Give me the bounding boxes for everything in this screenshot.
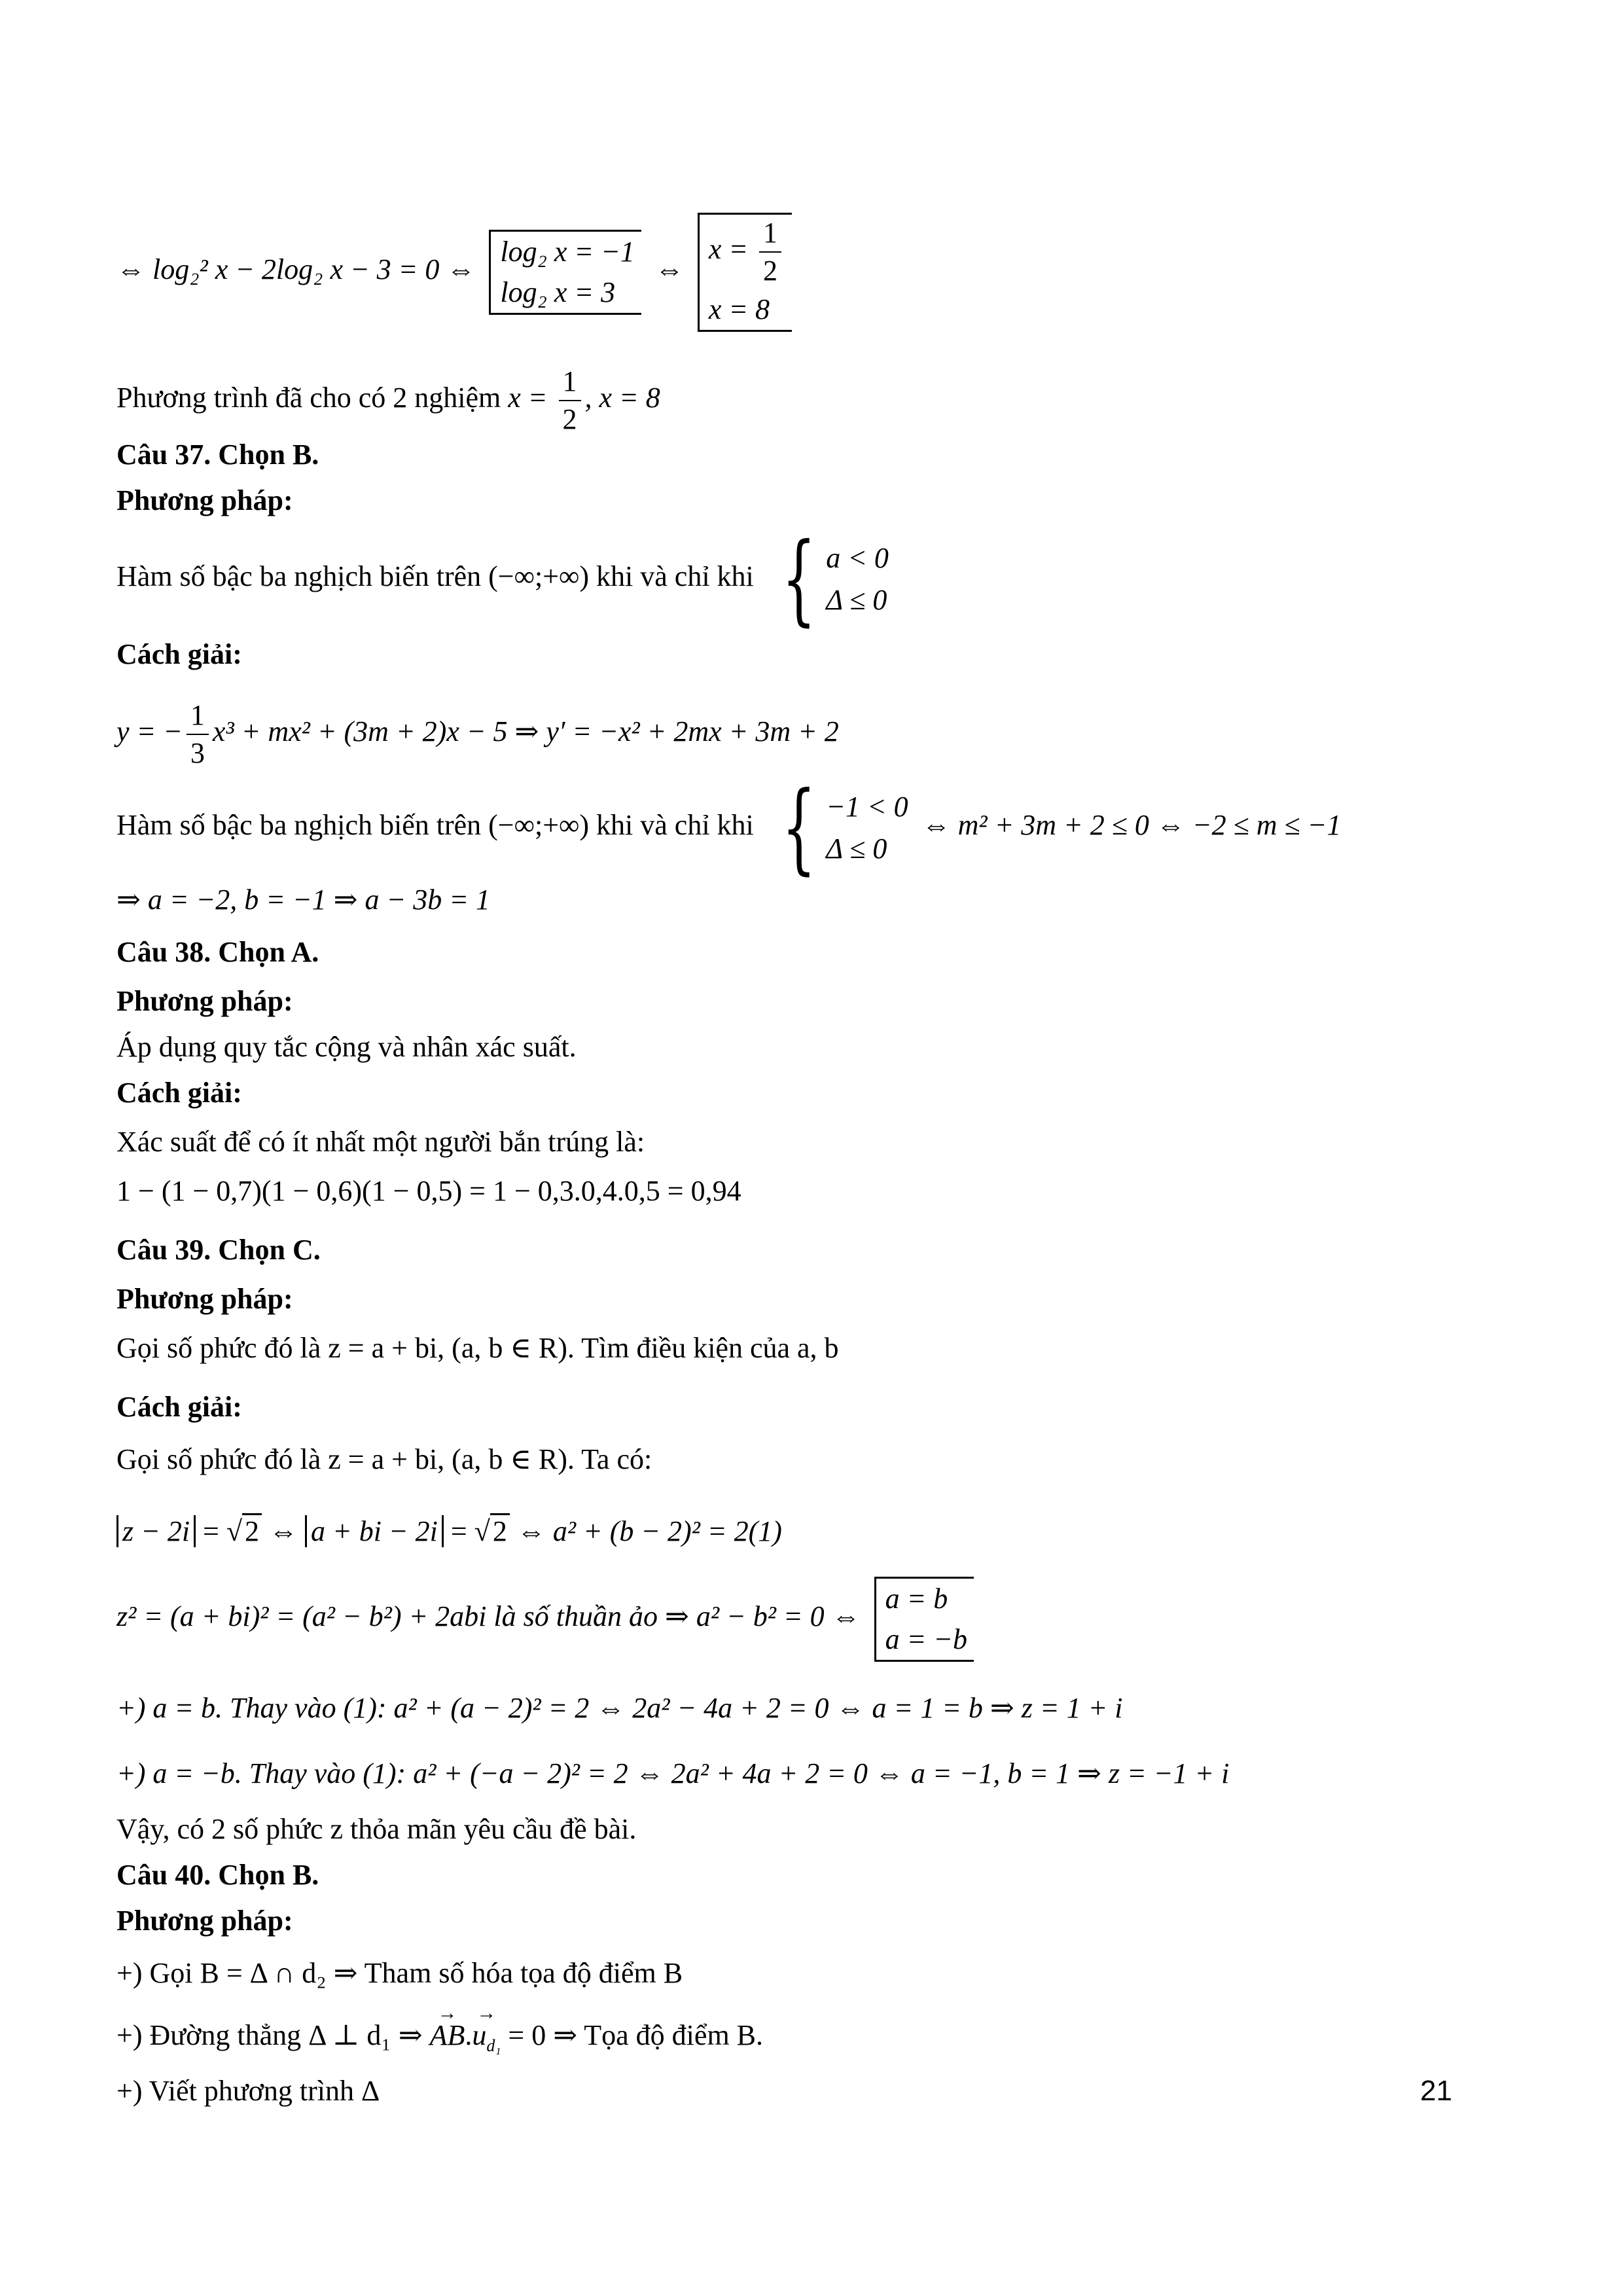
q37-method-label: Phương pháp: bbox=[116, 484, 293, 516]
q39-method-label: Phương pháp: bbox=[116, 1283, 293, 1315]
q39-heading: Câu 39. Chọn C. bbox=[116, 1234, 321, 1266]
q39-method-text: Gọi số phức đó là z = a + bi, (a, b ∈ R). Tìm điều kiện của a, b bbox=[116, 1332, 839, 1364]
eq-log-cases bbox=[489, 230, 641, 315]
frac-num: 1 bbox=[759, 215, 781, 253]
eq-log-x: x = bbox=[708, 233, 749, 266]
page-number: 21 bbox=[1420, 2075, 1452, 2107]
q37-solution-label: Cách giải: bbox=[116, 638, 242, 670]
frac-den: 3 bbox=[190, 737, 205, 769]
solutions-line bbox=[116, 363, 660, 438]
q37-frac bbox=[187, 697, 209, 772]
q40-heading: Câu 40. Chọn B. bbox=[116, 1859, 319, 1891]
curly-brace-icon: { bbox=[781, 771, 816, 885]
vector-ab: → AB bbox=[430, 2016, 465, 2055]
eq-log-case2: log₂ x = 3 bbox=[500, 276, 616, 308]
q40-step2-text: +) Đường thẳng Δ ⊥ d₁ ⇒ bbox=[116, 2019, 423, 2051]
frac-den: 2 bbox=[763, 255, 778, 287]
q39-case-c2: a = −b bbox=[885, 1623, 967, 1655]
q39-sqrt-arg: 2 bbox=[242, 1513, 262, 1547]
eq-log-lhs: ⇔ log₂² x − 2log₂ x − 3 = 0 ⇔ bbox=[116, 253, 476, 286]
solutions-text: Phương trình đã cho có 2 nghiệm bbox=[116, 382, 501, 414]
q37-condition-system bbox=[768, 522, 889, 636]
frac-num: 1 bbox=[187, 697, 209, 735]
vector-u-sub: d₁ bbox=[486, 2036, 501, 2055]
q40-step3: +) Viết phương trình Δ bbox=[116, 2075, 380, 2107]
q37-method-line bbox=[116, 522, 895, 636]
q37-heading: Câu 37. Chọn B. bbox=[116, 439, 319, 471]
q37-cond2: Δ ≤ 0 bbox=[826, 584, 887, 616]
q37-cond3: −1 < 0 bbox=[826, 791, 908, 823]
q38-solution-text: Xác suất để có ít nhất một người bắn trúng là: bbox=[116, 1126, 645, 1158]
q37-y-start: y = − bbox=[116, 715, 183, 748]
q39-square-line bbox=[116, 1571, 980, 1662]
eq-log-frac bbox=[759, 215, 781, 289]
q37-method-text: Hàm số bậc ba nghịch biến trên (−∞;+∞) khi và chỉ khi bbox=[116, 560, 754, 593]
q39-case-b: +) a = −b. Thay vào (1): a² + (−a − 2)² = 2 ⇔ 2a² + 4a + 2 = 0 ⇔ a = −1, b = 1 ⇒ z = −1 + i bbox=[116, 1757, 1230, 1789]
q39-solution-label: Cách giải: bbox=[116, 1391, 242, 1423]
curly-brace-icon: { bbox=[781, 522, 816, 636]
q37-result: ⇒ a = −2, b = −1 ⇒ a − 3b = 1 bbox=[116, 884, 490, 916]
q37-condition-text: Hàm số bậc ba nghịch biến trên (−∞;+∞) khi và chỉ khi bbox=[116, 809, 754, 842]
q38-equation: 1 − (1 − 0,7)(1 − 0,6)(1 − 0,5) = 1 − 0,3.0,4.0,5 = 0,94 bbox=[116, 1175, 741, 1207]
q39-sqrt-arg-2: 2 bbox=[490, 1513, 510, 1547]
q37-condition-system-2 bbox=[768, 771, 908, 885]
q38-method-label: Phương pháp: bbox=[116, 985, 293, 1017]
q37-cond1: a < 0 bbox=[826, 542, 889, 574]
q39-eq1-rest: ⇔ a² + (b − 2)² = 2(1) bbox=[516, 1515, 782, 1547]
q37-y-rest: x³ + mx² + (3m + 2)x − 5 ⇒ y′ = −x² + 2mx + 3m + 2 bbox=[212, 715, 839, 748]
q39-sqrt-sign-2: = √ bbox=[450, 1515, 490, 1547]
q39-case-c1: a = b bbox=[885, 1582, 948, 1615]
eq-log-mid: ⇔ bbox=[654, 253, 684, 286]
q37-function-line bbox=[116, 697, 839, 772]
eq-log bbox=[116, 213, 798, 332]
q39-solution-text: Gọi số phức đó là z = a + bi, (a, b ∈ R). Ta có: bbox=[116, 1443, 652, 1475]
q39-conclusion: Vậy, có 2 số phức z thỏa mãn yêu cầu đề bài. bbox=[116, 1813, 637, 1845]
frac-den: 2 bbox=[562, 403, 577, 435]
solutions-x: x = bbox=[508, 382, 548, 414]
eq-log-root1 bbox=[709, 215, 785, 289]
q38-solution-label: Cách giải: bbox=[116, 1077, 242, 1109]
vector-u-letter: u bbox=[472, 2019, 487, 2051]
q40-step1: +) Gọi B = Δ ∩ d₂ ⇒ Tham số hóa tọa độ điểm B bbox=[116, 1957, 683, 1989]
eq-log-case1: log₂ x = −1 bbox=[500, 236, 635, 268]
q39-equiv: ⇔ bbox=[269, 1515, 298, 1547]
q37-condition-line bbox=[116, 771, 1342, 885]
q39-square-text: z² = (a + bi)² = (a² − b²) + 2abi là số thuần ảo ⇒ a² − b² = 0 ⇔ bbox=[116, 1600, 861, 1632]
q39-square-cases bbox=[874, 1577, 974, 1662]
q38-heading: Câu 38. Chọn A. bbox=[116, 936, 319, 968]
vector-u bbox=[472, 2016, 501, 2055]
frac-num: 1 bbox=[559, 363, 581, 401]
q40-step2-rest: = 0 ⇒ Tọa độ điểm B. bbox=[508, 2019, 764, 2051]
q40-step2 bbox=[116, 2016, 763, 2055]
q40-dot: . bbox=[465, 2019, 473, 2051]
q37-condition-rest: ⇔ m² + 3m + 2 ≤ 0 ⇔ −2 ≤ m ≤ −1 bbox=[921, 809, 1342, 842]
q39-sqrt-sign: = √ bbox=[203, 1515, 243, 1547]
solutions-rest: , x = 8 bbox=[584, 382, 660, 414]
q37-cond4: Δ ≤ 0 bbox=[826, 833, 887, 865]
eq-log-roots bbox=[698, 213, 792, 332]
q39-modulus-equation bbox=[116, 1512, 782, 1551]
q39-abs2: a + bi − 2i bbox=[305, 1515, 444, 1547]
solutions-frac bbox=[559, 363, 581, 438]
q38-method-text: Áp dụng quy tắc cộng và nhân xác suất. bbox=[116, 1031, 577, 1063]
q39-case-a: +) a = b. Thay vào (1): a² + (a − 2)² = 2 ⇔ 2a² − 4a + 2 = 0 ⇔ a = 1 = b ⇒ z = 1 + i bbox=[116, 1692, 1123, 1724]
q40-method-label: Phương pháp: bbox=[116, 1905, 293, 1937]
eq-log-root2: x = 8 bbox=[708, 293, 770, 325]
q39-abs1: z − 2i bbox=[116, 1515, 196, 1547]
